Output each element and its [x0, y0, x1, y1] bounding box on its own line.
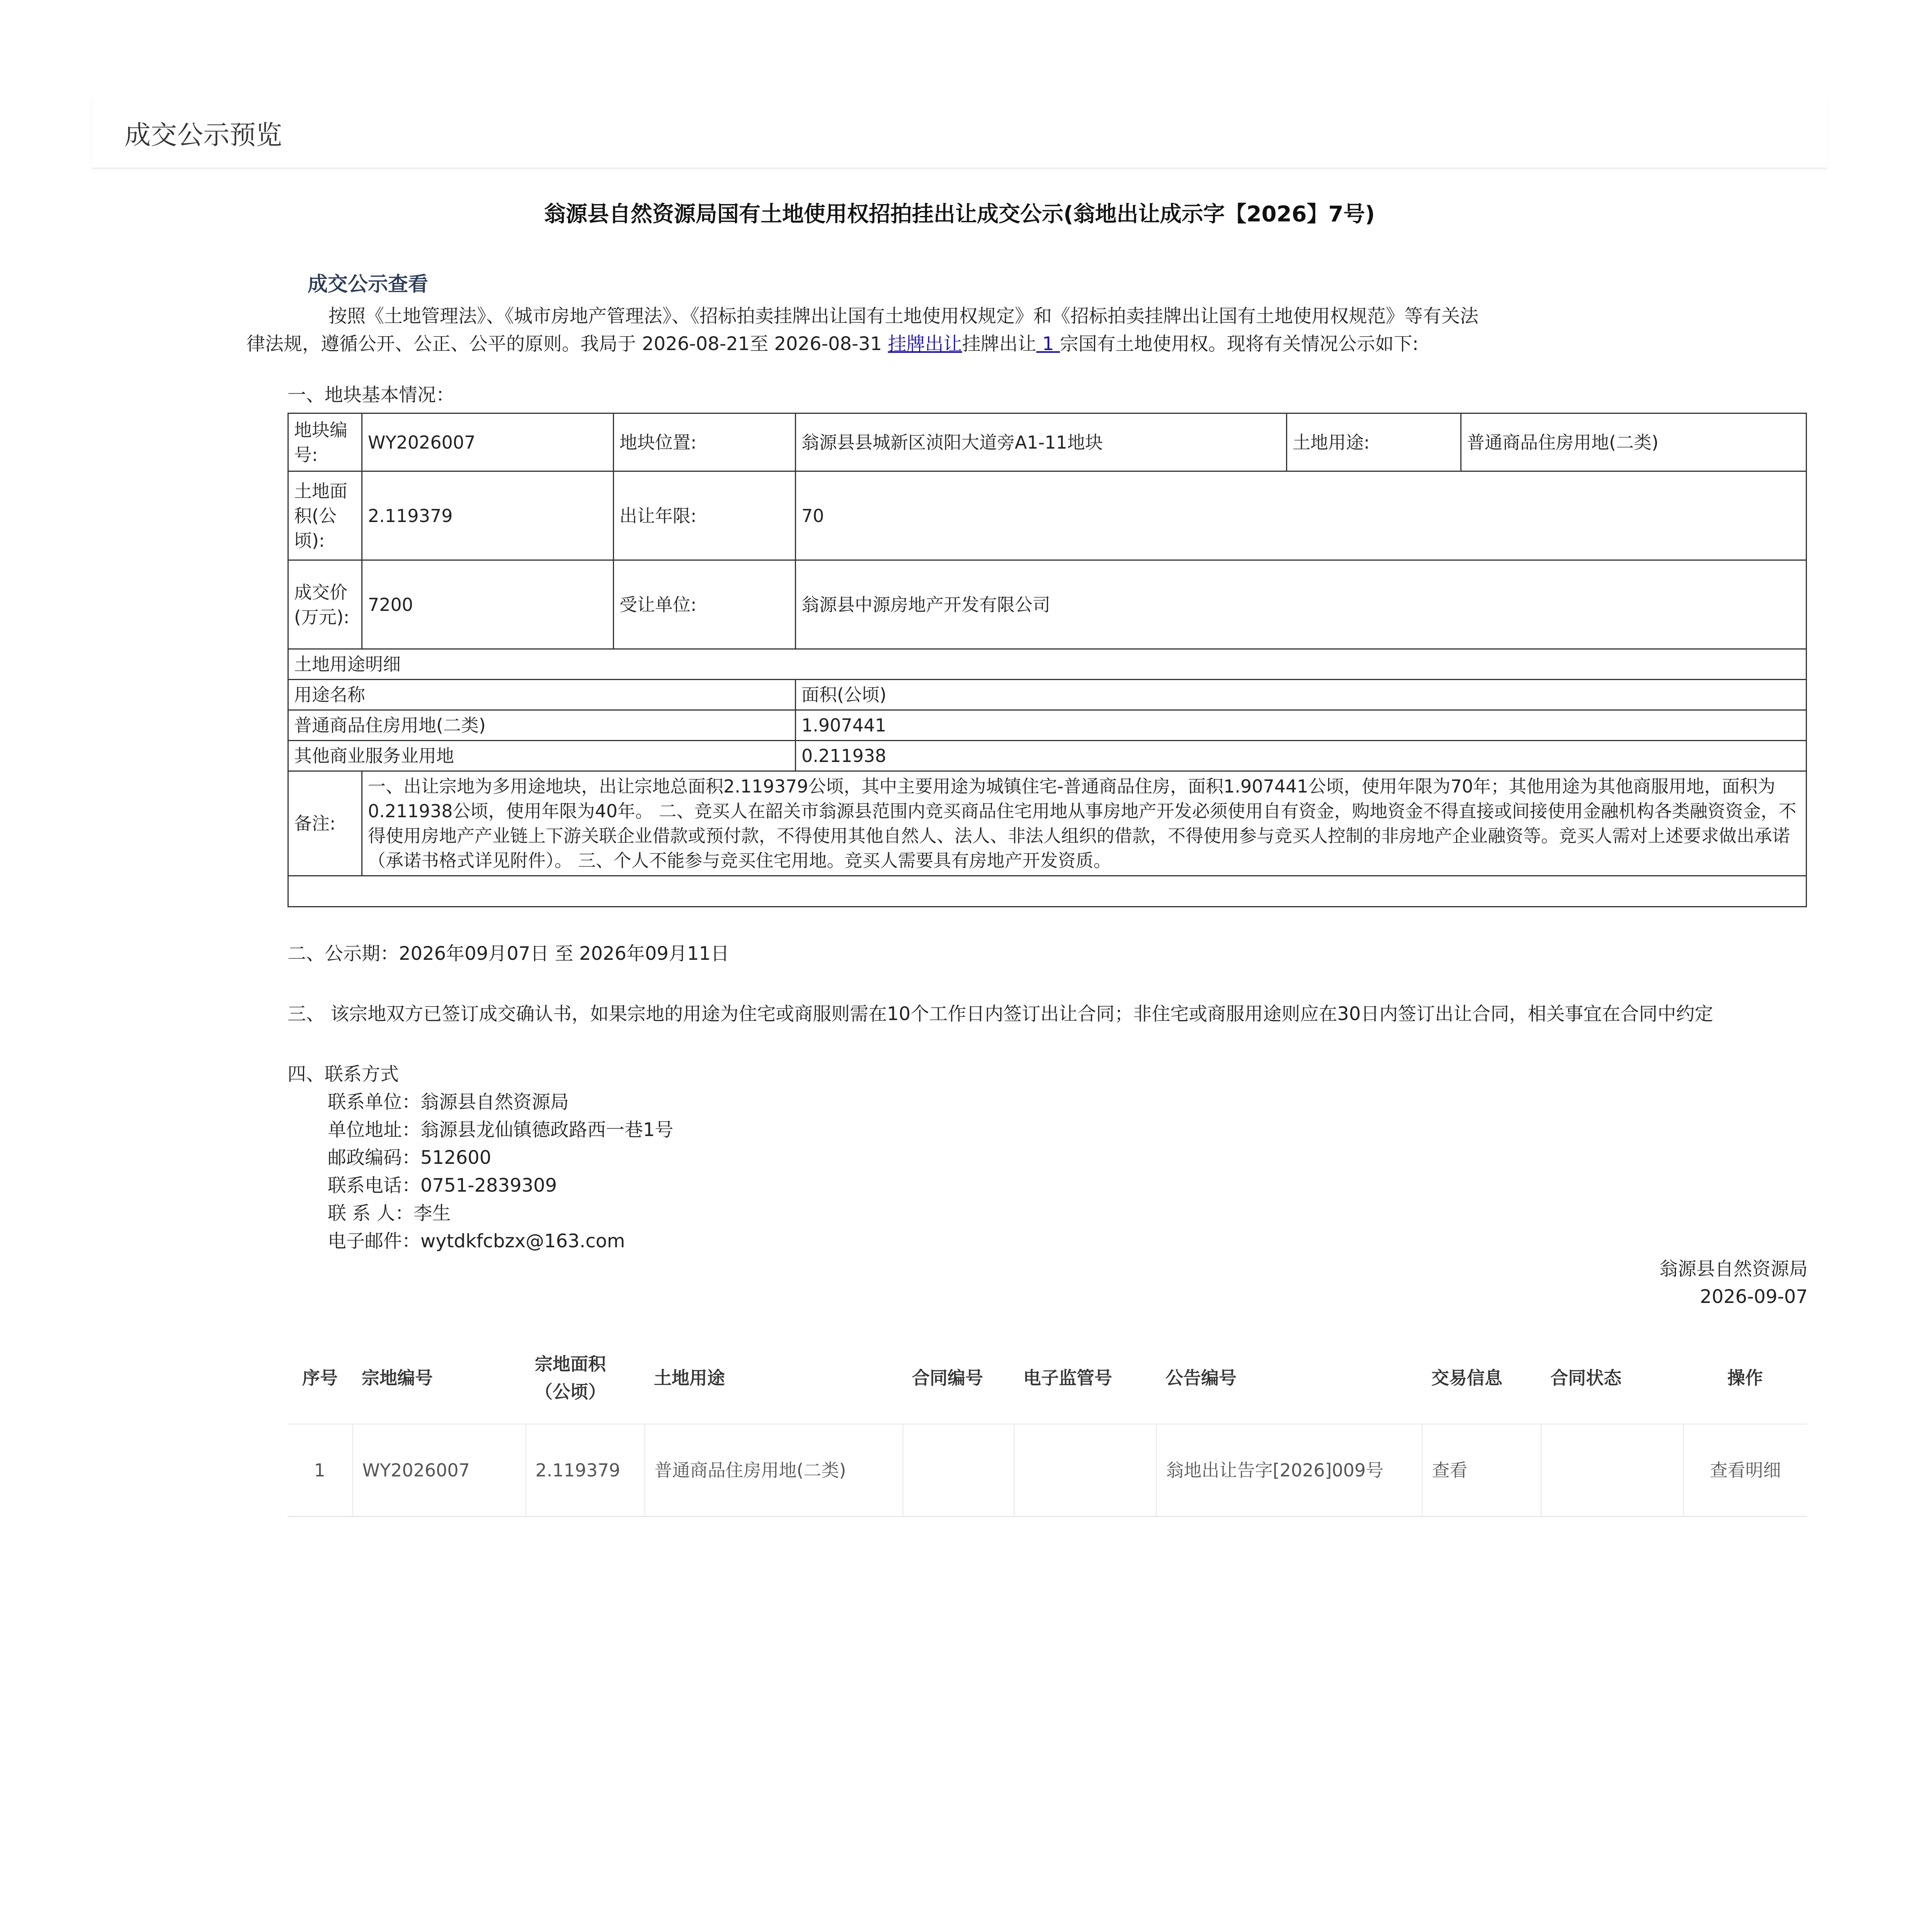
intro-text-3: 挂牌出让 — [962, 333, 1036, 355]
intro-text-2: 律法规，遵循公开、公正、公平的原则。我局于 2026-08-21至 2026-08-31 — [247, 333, 888, 355]
intro-paragraph — [247, 302, 1808, 358]
col-area: 宗地面积（公顷） — [526, 1332, 645, 1424]
price: 7200 — [362, 560, 614, 649]
header-title: 成交公示预览 — [124, 120, 282, 151]
contact-unit: 联系单位：翁源县自然资源局 — [328, 1091, 569, 1113]
use: 普通商品住房用地(二类) — [1461, 413, 1807, 471]
intro-text-1: 按照《土地管理法》、《城市房地产管理法》、《招标拍卖挂牌出让国有土地使用权规定》和《招标拍卖挂牌出让国有土地使用权规范》等有关法 — [328, 305, 1479, 327]
use-area: 1.907441 — [796, 710, 1807, 741]
use-name: 其他商业服务业用地 — [288, 741, 796, 771]
count-link[interactable]: 1 — [1036, 333, 1060, 355]
location-label: 地块位置: — [614, 413, 796, 471]
area: 2.119379 — [362, 471, 614, 560]
use-name: 普通商品住房用地(二类) — [288, 710, 796, 741]
contract-note: 三、 该宗地双方已签订成交确认书，如果宗地的用途为住宅或商服则需在10个工作日内签订出让合同；非住宅或商服用途则应在30日内签订出让合同，相关事宜在合同中约定 — [288, 1003, 1713, 1025]
contact-person: 联 系 人：李生 — [328, 1202, 451, 1224]
row-contract — [903, 1424, 1014, 1517]
price-label: 成交价(万元): — [288, 560, 362, 649]
buyer-label: 受让单位: — [614, 560, 796, 649]
empty-row — [288, 876, 1807, 907]
use-area: 0.211938 — [796, 741, 1807, 771]
announcement-title: 翁源县自然资源局国有土地使用权招拍挂出让成交公示(翁地出让成示字【2026】7号) — [544, 202, 1375, 227]
col-index: 序号 — [288, 1332, 352, 1424]
trade-view-link[interactable]: 查看 — [1422, 1424, 1541, 1517]
contact-phone: 联系电话：0751-2839309 — [328, 1175, 557, 1196]
section-title: 成交公示查看 — [308, 273, 429, 296]
term-label: 出让年限: — [614, 471, 796, 560]
area-label: 土地面积(公顷): — [288, 471, 362, 560]
use-detail-label: 土地用途明细 — [288, 649, 1807, 680]
use-row — [288, 741, 1807, 771]
publicity-period: 二、公示期：2026年09月07日 至 2026年09月11日 — [288, 943, 730, 964]
remark-label: 备注: — [288, 771, 362, 876]
use-area-header: 面积(公顷) — [796, 680, 1807, 710]
contact-email: 电子邮件：wytdkfcbzx@163.com — [328, 1230, 625, 1252]
col-trade: 交易信息 — [1422, 1332, 1541, 1424]
signature-org: 翁源县自然资源局 — [1659, 1258, 1808, 1280]
row-index: 1 — [288, 1424, 352, 1517]
row-use: 普通商品住房用地(二类) — [645, 1424, 903, 1517]
col-parcel: 宗地编号 — [352, 1332, 526, 1424]
basic-info-label: 一、地块基本情况： — [288, 384, 455, 406]
contact-postcode: 邮政编码：512600 — [328, 1147, 492, 1168]
use-name-header: 用途名称 — [288, 680, 796, 710]
col-notice: 公告编号 — [1156, 1332, 1422, 1424]
remark: 一、出让宗地为多用途地块，出让宗地总面积2.119379公顷，其中主要用途为城镇住宅-普通商品住房，面积1.907441公顷，使用年限为70年；其他用途为其他商服用地，面积为0.211938公顷，使用年限为40年。 二、竞买人在韶关市翁源县范围内竞买商品住宅用地从事房地产开发必须使用自有资金，购地资金不得直接或间接使用金融机构各类融资资金，不得使用房地产产业链上下游关联企业借款或预付款，不得使用其他自然人、法人、非法人组织的借款，不得使用参与竞买人控制的非房地产企业融资等。竞买人需对上述要求做出承诺（承诺书格式详见附件）。 三、个人不能参与竞买住宅用地。竞买人需要具有房地产开发资质。 — [362, 771, 1807, 876]
row-parcel: WY2026007 — [352, 1424, 526, 1517]
view-detail-link[interactable]: 查看明细 — [1683, 1424, 1807, 1517]
col-supervision: 电子监管号 — [1014, 1332, 1156, 1424]
col-contract: 合同编号 — [903, 1332, 1014, 1424]
contact-title: 四、联系方式 — [288, 1063, 399, 1085]
parcel-info-table — [288, 413, 1807, 907]
contact-address: 单位地址：翁源县龙仙镇德政路西一巷1号 — [328, 1119, 674, 1141]
row-area: 2.119379 — [526, 1424, 645, 1517]
intro-text-4: 宗国有土地使用权。现将有关情况公示如下: — [1060, 333, 1419, 355]
term: 70 — [796, 471, 1807, 560]
use-row — [288, 710, 1807, 741]
use-label: 土地用途: — [1287, 413, 1461, 471]
col-status: 合同状态 — [1541, 1332, 1683, 1424]
preview-header — [92, 97, 1827, 168]
row-supervision — [1014, 1424, 1156, 1517]
announcement-body — [247, 270, 1808, 1517]
table-row — [288, 1424, 1807, 1517]
row-status — [1541, 1424, 1683, 1517]
listing-link[interactable]: 挂牌出让 — [888, 333, 962, 355]
signature-date: 2026-09-07 — [1700, 1286, 1808, 1308]
parcel-no-label: 地块编号: — [288, 413, 362, 471]
col-action: 操作 — [1683, 1332, 1807, 1424]
deals-table — [288, 1332, 1807, 1517]
col-use: 土地用途 — [645, 1332, 903, 1424]
notice-link[interactable]: 翁地出让告字[2026]009号 — [1156, 1424, 1422, 1517]
parcel-no: WY2026007 — [362, 413, 614, 471]
deals-header-row — [288, 1332, 1807, 1424]
location: 翁源县县城新区浈阳大道旁A1-11地块 — [796, 413, 1287, 471]
buyer: 翁源县中源房地产开发有限公司 — [796, 560, 1807, 649]
